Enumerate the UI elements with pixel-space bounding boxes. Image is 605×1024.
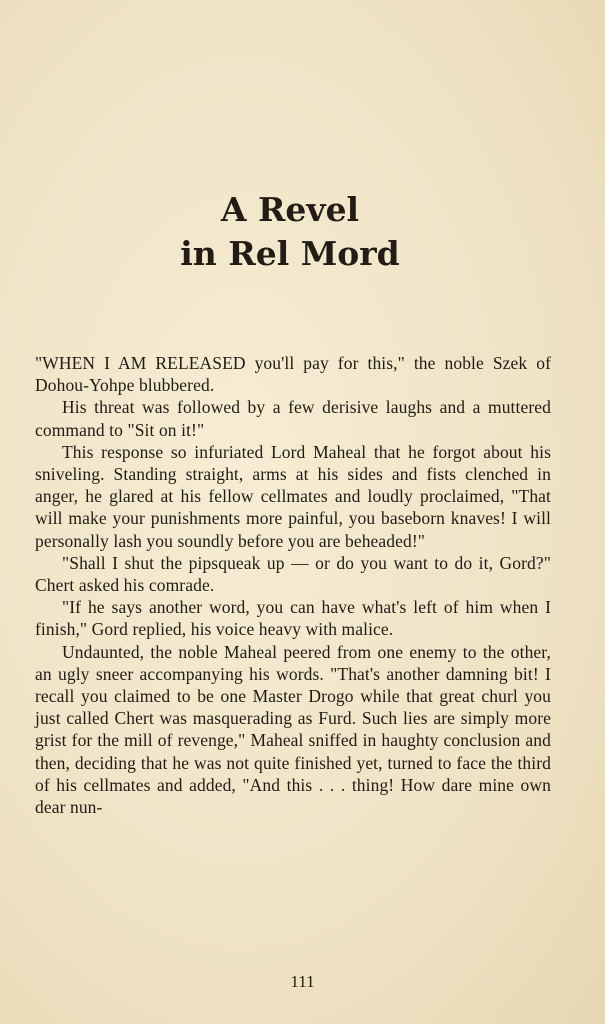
chapter-title	[0, 188, 580, 276]
chapter-body	[35, 352, 551, 818]
paragraph: "WHEN I AM RELEASED you'll pay for this," the noble Szek of Dohou-Yohpe blubbered.	[35, 353, 551, 396]
paragraph: His threat was followed by a few derisive laughs and a muttered command to "Sit on it!"	[35, 397, 551, 440]
paragraph: "If he says another word, you can have what's left of him when I finish," Gord replied, his voice heavy with malice.	[35, 597, 551, 640]
paragraph: Undaunted, the noble Maheal peered from one enemy to the other, an ugly sneer accompanying his words. "That's another damning bit! I recall you claimed to be one Master Drogo while that great churl you just called Chert was masquerading as Furd. Such lies are simply more grist for the mill of revenge," Maheal sniffed in haughty conclusion and then, deciding that he was not quite finished yet, turned to face the third of his cellmates and added, "And this . . . thing! How dare mine own dear nun-	[35, 641, 551, 818]
chapter-title-line-1: A Revel	[220, 190, 360, 229]
paragraph: "Shall I shut the pipsqueak up — or do you want to do it, Gord?" Chert asked his comrade.	[35, 552, 551, 596]
page-number: 111	[290, 972, 315, 991]
chapter-title-line-2: in Rel Mord	[180, 234, 400, 273]
paragraph: This response so infuriated Lord Maheal that he forgot about his sniveling. Standing straight, arms at his sides and fists clenched in anger, he glared at his fellow cellmates and loudly proclaimed, "That will make your punishments more painful, you baseborn knaves! I will personally lash you soundly before you are beheaded!"	[35, 441, 551, 551]
